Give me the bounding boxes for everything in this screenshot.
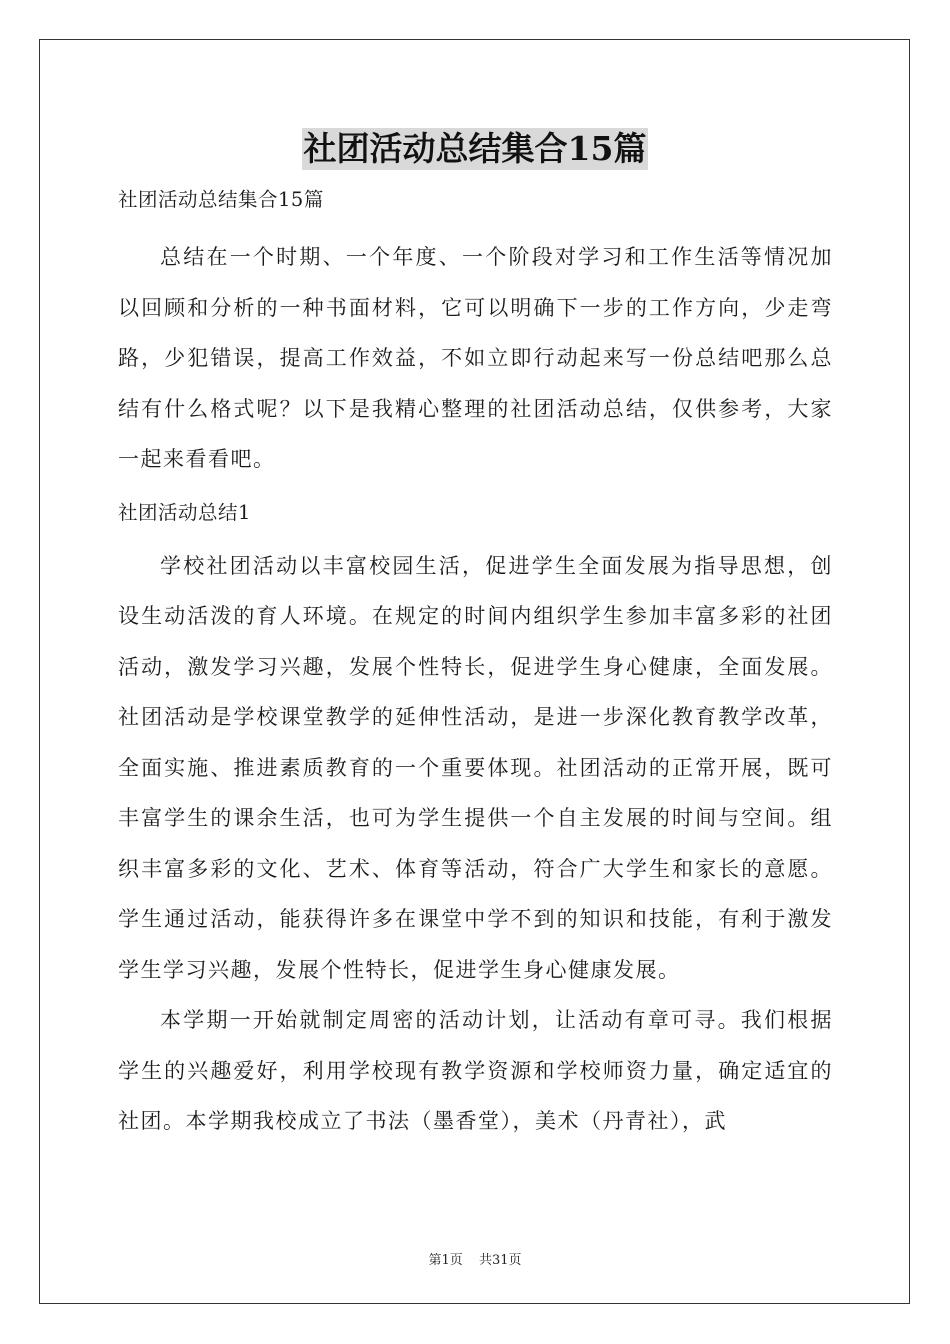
intro-paragraph: 总结在一个时期、一个年度、一个阶段对学习和工作生活等情况加以回顾和分析的一种书面材料，它可以明确下一步的工作方向，少走弯路，少犯错误，提高工作效益，不如立即行动起来写一份总结吧那么总结有什么格式呢？以下是我精心整理的社团活动总结，仅供参考，大家一起来看看吧。	[118, 245, 833, 471]
document-subtitle: 社团活动总结集合15篇	[118, 188, 324, 211]
page-footer	[0, 1249, 950, 1268]
page-number: 第1页	[428, 1253, 463, 1268]
body-paragraph-1: 学校社团活动以丰富校园生活，促进学生全面发展为指导思想，创设生动活泼的育人环境。在规定的时间内组织学生参加丰富多彩的社团活动，激发学习兴趣，发展个性特长，促进学生身心健康，全面发展。社团活动是学校课堂教学的延伸性活动，是进一步深化教育教学改革，全面实施、推进素质教育的一个重要体现。社团活动的正常开展，既可丰富学生的课余生活，也可为学生提供一个自主发展的时间与空间。组织丰富多彩的文化、艺术、体育等活动，符合广大学生和家长的意愿。学生通过活动，能获得许多在课堂中学不到的知识和技能，有利于激发学生学习兴趣，发展个性特长，促进学生身心健康发展。	[118, 553, 833, 982]
document-body	[118, 180, 833, 1147]
document-title: 社团活动总结集合15篇	[303, 129, 647, 168]
title-wrap	[0, 128, 950, 170]
section-heading: 社团活动总结1	[118, 500, 251, 524]
body-paragraph-2: 本学期一开始就制定周密的活动计划，让活动有章可寻。我们根据学生的兴趣爱好，利用学校现有教学资源和学校师资力量，确定适宜的社团。本学期我校成立了书法（墨香堂），美术（丹青社），武	[118, 1008, 833, 1133]
page-total: 共31页	[478, 1253, 522, 1268]
